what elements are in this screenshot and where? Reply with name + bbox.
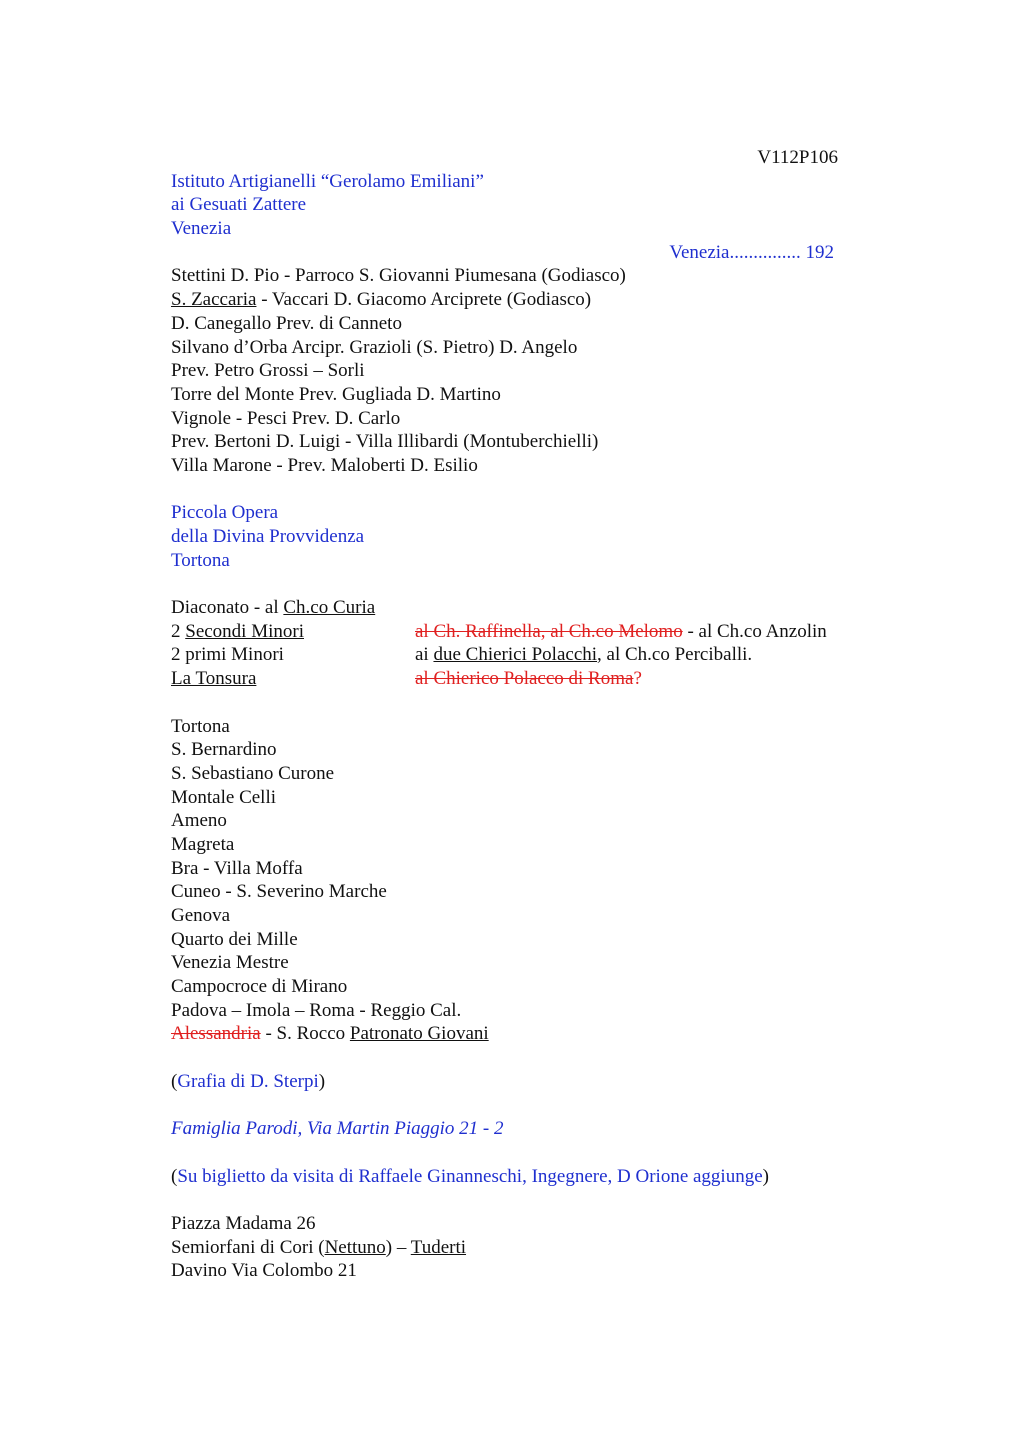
list-item: Stettini D. Pio - Parroco S. Giovanni Piumesana (Godiasco) [171, 265, 626, 287]
place-item: Ameno [171, 810, 227, 832]
letterhead-line-1: Istituto Artigianelli “Gerolamo Emiliani” [171, 170, 484, 192]
letterhead-date: Venezia............... 192 [669, 241, 834, 263]
document-reference: V112P106 [757, 147, 838, 168]
ordination-row: Diaconato - al Ch.co Curia [171, 597, 376, 619]
underlined-text: S. Zaccaria [171, 289, 257, 311]
struck-text: al Ch. Raffinella, al Ch.co Melomo [415, 620, 683, 642]
place-item: S. Bernardino [171, 739, 277, 761]
spacer [171, 1046, 891, 1070]
place-item: Venezia Mestre [171, 952, 289, 974]
struck-text: al Chierico Polacco di Roma [415, 668, 634, 690]
list-item: Prev. Petro Grossi – Sorli [171, 360, 365, 382]
ordination-row: 2 Secondi Minori al Ch. Raffinella, al Ch.co Melomo - al Ch.co Anzolin [171, 620, 827, 642]
list-item: D. Canegallo Prev. di Canneto [171, 312, 402, 334]
list-item: S. Zaccaria - Vaccari D. Giacomo Arciprete (Godiasco) [171, 289, 592, 311]
second-header-line-2: della Divina Provvidenza [171, 526, 365, 547]
struck-text: Alessandria [171, 1023, 261, 1045]
letterhead-line-3: Venezia [171, 218, 232, 240]
ordination-row: 2 primi Minori ai due Chierici Polacchi, al Ch.co Perciballi. [171, 644, 753, 666]
place-item: Quarto dei Mille [171, 928, 298, 950]
place-item: Magreta [171, 833, 235, 855]
spacer [171, 1094, 891, 1118]
place-item: Padova – Imola – Roma - Reggio Cal. [171, 999, 462, 1021]
ordination-row: La Tonsura al Chierico Polacco di Roma? [171, 668, 642, 690]
underlined-text: Nettuno [324, 1236, 386, 1258]
underlined-text: Tuderti [410, 1236, 467, 1258]
list-item: Torre del Monte Prev. Gugliada D. Martino [171, 383, 501, 405]
second-header-line-1: Piccola Opera [171, 502, 279, 524]
list-item: Villa Marone - Prev. Maloberti D. Esilio [171, 454, 478, 476]
place-item: Cuneo - S. Severino Marche [171, 881, 387, 903]
place-item: Campocroce di Mirano [171, 976, 348, 998]
spacer [171, 1141, 891, 1165]
place-item: Tortona [171, 715, 230, 737]
place-item: Bra - Villa Moffa [171, 857, 303, 879]
underlined-text: Patronato Giovani [349, 1023, 489, 1045]
underlined-text: Ch.co Curia [283, 597, 376, 619]
underlined-text: due Chierici Polacchi [433, 644, 598, 666]
document-page [171, 146, 891, 1283]
address-item: Piazza Madama 26 [171, 1212, 316, 1234]
spacer [171, 1188, 891, 1212]
spacer [171, 572, 891, 596]
spacer [171, 691, 891, 715]
underlined-text: La Tonsura [171, 668, 257, 690]
address-item: Semiorfani di Cori (Nettuno) – Tuderti [171, 1236, 467, 1258]
place-item: Genova [171, 905, 231, 926]
spacer [171, 478, 891, 502]
handwriting-note: (Grafia di D. Sterpi) [171, 1070, 326, 1092]
list-item: Silvano d’Orba Arcipr. Grazioli (S. Pietro) D. Angelo [171, 336, 578, 358]
family-address: Famiglia Parodi, Via Martin Piaggio 21 - 2 [171, 1118, 504, 1140]
list-item: Prev. Bertoni D. Luigi - Villa Illibardi (Montuberchielli) [171, 431, 599, 453]
place-item: Alessandria - S. Rocco Patronato Giovani [171, 1023, 489, 1045]
letterhead-line-2: ai Gesuati Zattere [171, 194, 307, 216]
underlined-text: Secondi Minori [185, 620, 304, 642]
place-item: Montale Celli [171, 786, 277, 808]
card-note: (Su biglietto da visita di Raffaele Ginanneschi, Ingegnere, D Orione aggiunge) [171, 1165, 769, 1187]
address-item: Davino Via Colombo 21 [171, 1260, 357, 1282]
place-item: S. Sebastiano Curone [171, 762, 335, 784]
second-header-line-3: Tortona [171, 549, 230, 571]
list-item: Vignole - Pesci Prev. D. Carlo [171, 407, 401, 429]
